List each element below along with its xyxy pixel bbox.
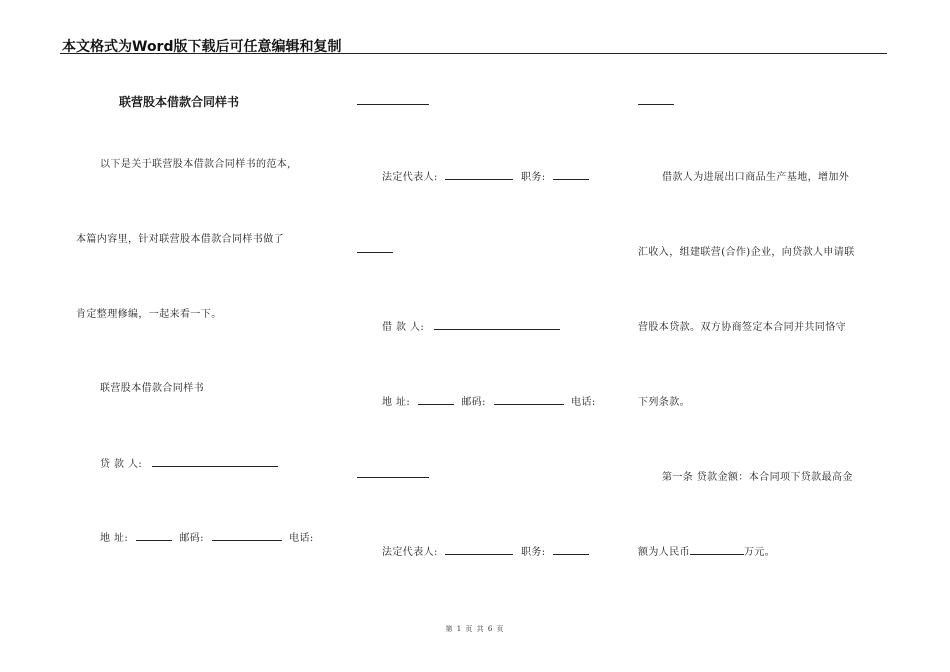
page-footer: 第 1 页 共 6 页 bbox=[445, 625, 505, 633]
postcode-blank bbox=[212, 531, 282, 541]
lender-blank bbox=[152, 457, 278, 467]
legal-rep-label: 法定代表人: bbox=[382, 172, 438, 183]
article-1-line-1: 第一条 贷款金额：本合同项下贷款最高金 bbox=[662, 472, 853, 483]
amount-suffix: 万元。 bbox=[744, 547, 776, 558]
blank-rule bbox=[357, 104, 429, 105]
amount-blank bbox=[690, 545, 744, 555]
column-middle bbox=[357, 0, 619, 620]
position-blank bbox=[553, 170, 589, 180]
amount-prefix: 额为人民币 bbox=[638, 547, 690, 558]
address-blank bbox=[136, 531, 172, 541]
legal-rep-label: 法定代表人: bbox=[382, 547, 438, 558]
borrower-address-row bbox=[382, 393, 596, 408]
paragraph-line-1: 借款人为进展出口商品生产基地，增加外 bbox=[662, 172, 850, 183]
page-header-title: 本文格式为Word版下载后可任意编辑和复制 bbox=[62, 39, 342, 55]
position-label: 职务: bbox=[520, 547, 546, 558]
document-title: 联营股本借款合同样书 bbox=[119, 95, 240, 109]
legal-rep-row bbox=[382, 168, 589, 183]
paragraph-line-2: 汇收入，组建联营(合作)企业，向贷款人申请联 bbox=[638, 247, 855, 258]
intro-line-3: 肯定整理修编，一起来看一下。 bbox=[76, 309, 222, 320]
borrower-label: 借 款 人: bbox=[382, 322, 425, 333]
address-blank bbox=[418, 395, 454, 405]
blank-rule bbox=[357, 252, 393, 253]
column-right bbox=[638, 0, 888, 620]
blank-rule bbox=[638, 104, 674, 105]
address-label: 地 址: bbox=[382, 397, 411, 408]
contract-subtitle: 联营股本借款合同样书 bbox=[100, 383, 204, 394]
intro-line-2: 本篇内容里，针对联营股本借款合同样书做了 bbox=[76, 234, 284, 245]
lender-address-row bbox=[100, 529, 314, 544]
postcode-label: 邮码: bbox=[179, 533, 204, 544]
postcode-label: 邮码: bbox=[461, 397, 486, 408]
borrower-blank bbox=[434, 320, 560, 330]
article-1-line-2 bbox=[638, 543, 775, 558]
position-label: 职务: bbox=[520, 172, 546, 183]
lender-label: 贷 款 人: bbox=[100, 459, 143, 470]
paragraph-line-4: 下列条款。 bbox=[638, 397, 690, 408]
column-left bbox=[76, 0, 332, 620]
intro-line-1: 以下是关于联营股本借款合同样书的范本, bbox=[100, 159, 291, 170]
legal-rep-blank bbox=[445, 170, 513, 180]
legal-rep-blank bbox=[445, 545, 513, 555]
phone-label: 电话: bbox=[289, 533, 314, 544]
address-label: 地 址: bbox=[100, 533, 129, 544]
position-blank bbox=[553, 545, 589, 555]
postcode-blank bbox=[494, 395, 564, 405]
phone-label: 电话: bbox=[571, 397, 596, 408]
lender-row bbox=[100, 455, 278, 470]
borrower-row bbox=[382, 318, 560, 333]
blank-rule bbox=[357, 477, 429, 478]
legal-rep-row-2 bbox=[382, 543, 589, 558]
paragraph-line-3: 营股本贷款。双方协商签定本合同并共同恪守 bbox=[638, 322, 846, 333]
